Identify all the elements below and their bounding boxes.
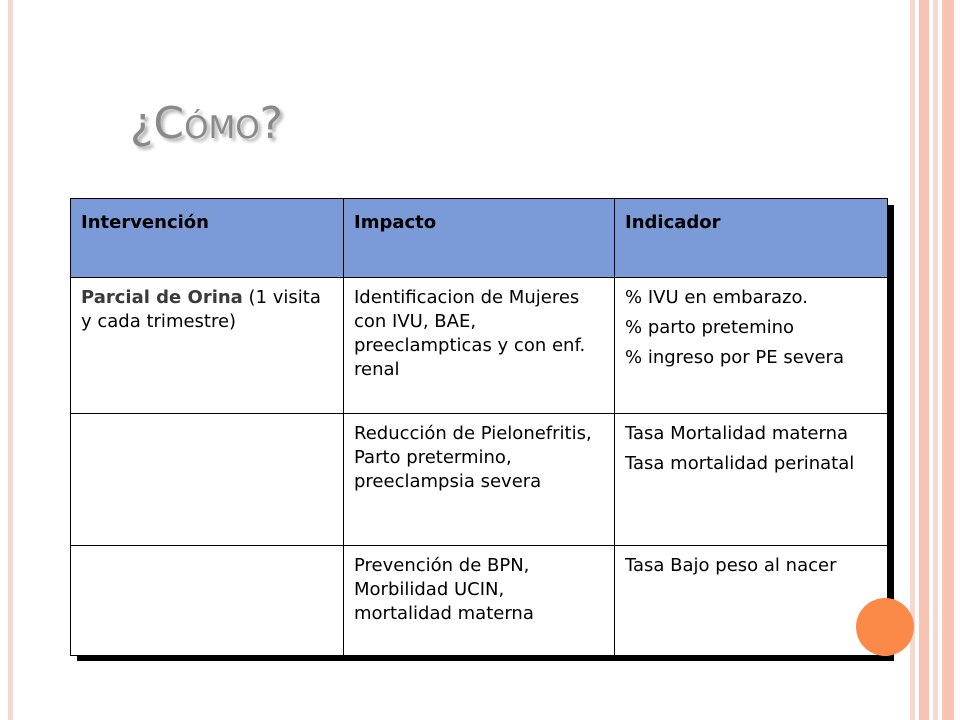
cell-impact: Reducción de Pielonefritis, Parto pretermino, preeclampsia severa	[344, 414, 615, 546]
table-row	[71, 278, 888, 414]
cell-intervention-empty	[71, 414, 344, 546]
header-intervention: Intervención	[71, 199, 344, 278]
cell-intervention-empty	[71, 546, 344, 656]
table-row	[71, 546, 888, 656]
cell-intervention	[71, 278, 344, 414]
table-row	[71, 414, 888, 546]
cell-impact: Prevención de BPN, Morbilidad UCIN, mortalidad materna	[344, 546, 615, 656]
cell-indicator	[615, 414, 888, 546]
header-impact: Impacto	[344, 199, 615, 278]
indicator-item: % IVU en embarazo.	[625, 287, 808, 308]
cell-indicator	[615, 278, 888, 414]
indicator-item: Tasa mortalidad perinatal	[625, 453, 855, 474]
slide-title: ¿Cómo?	[130, 98, 283, 149]
indicator-item: % parto pretemino	[625, 317, 795, 338]
slide-right-stripes	[910, 0, 960, 720]
intervention-detail: (1 visita y cada trimestre)	[81, 287, 321, 332]
decorative-circle	[856, 598, 914, 656]
intervention-name: Parcial de Orina	[81, 287, 243, 308]
indicator-item: Tasa Mortalidad materna	[625, 423, 849, 444]
header-indicator: Indicador	[615, 199, 888, 278]
indicator-item: Tasa Bajo peso al nacer	[625, 555, 837, 576]
table-header-row	[71, 199, 888, 278]
cell-impact: Identificacion de Mujeres con IVU, BAE, preeclampticas y con enf. renal	[344, 278, 615, 414]
slide-left-border	[8, 0, 13, 720]
intervention-table	[70, 198, 888, 656]
cell-indicator	[615, 546, 888, 656]
indicator-item: % ingreso por PE severa	[625, 347, 844, 368]
